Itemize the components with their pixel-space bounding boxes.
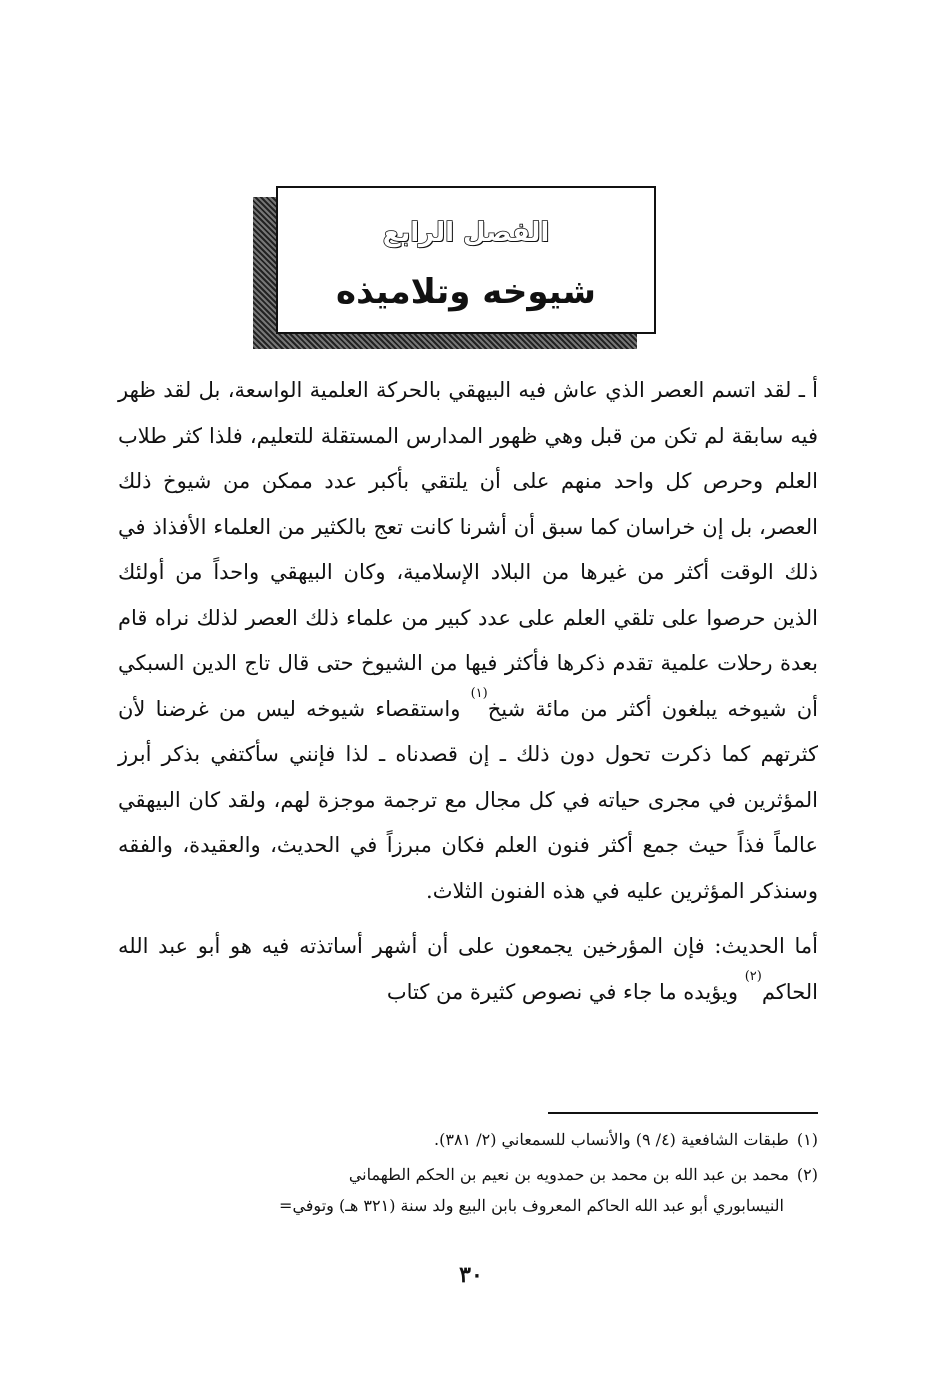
footnote-1-number: (١) bbox=[796, 1130, 818, 1149]
chapter-title: شيوخه وتلاميذه bbox=[336, 272, 596, 312]
footnote-2-continuation: النيسابوري أبو عبد الله الحاكم المعروف بابن البيع ولد سنة (٣٢١ هـ) وتوفي= bbox=[279, 1196, 784, 1215]
footnote-2-number: (٢) bbox=[796, 1165, 818, 1184]
chapter-title-box bbox=[276, 186, 656, 334]
page-number: ٣٠ bbox=[459, 1262, 483, 1288]
body-text bbox=[118, 368, 818, 1015]
footnote-1 bbox=[118, 1124, 818, 1155]
paragraph-2-text: أما الحديث: فإن المؤرخين يجمعون على أن أشهر أساتذته فيه هو أبو عبد الله الحاكم bbox=[118, 934, 818, 1004]
footnote-ref-1: (١) bbox=[470, 685, 488, 701]
footnote-2-text: محمد بن عبد الله بن محمد بن حمدويه بن نعيم بن الحكم الطهماني bbox=[348, 1165, 789, 1184]
paragraph-1-text-cont: واستقصاء شيوخه ليس من غرضنا لأن كثرتهم كما ذكرت تحول دون ذلك ـ إن قصدناه ـ لذا فإنني سأكتفي بذكر أبرز المؤثرين في مجرى حياته في كل مجال مع ترجمة موجزة لهم، ولقد كان البيهقي عالماً فذاً حيث جمع أكثر فنون العلم فكان مبرزاً في الحديث، والعقيدة، والفقه وسنذكر المؤثرين عليه في هذه الفنون الثلاث. bbox=[118, 696, 818, 903]
footnote-2 bbox=[118, 1159, 818, 1221]
paragraph-1-text: أ ـ لقد اتسم العصر الذي عاش فيه البيهقي بالحركة العلمية الواسعة، بل لقد ظهر فيه سابقة لم تكن من قبل وهي ظهور المدارس المستقلة للتعليم، فلذا كثر طلاب العلم وحرص كل واحد منهم على أن يلتقي بأكبر عدد ممكن من شيوخ ذلك العصر، بل إن خراسان كما سبق أن أشرنا كانت تعج بالكثير من العلماء الأفذاذ في ذلك الوقت أكثر من غيرها من البلاد الإسلامية، وكان البيهقي واحداً من أولئك الذين حرصوا على تلقي العلم على عدد كبير من علماء ذلك العصر لذلك نراه قام بعدة رحلات علمية تقدم ذكرها فأكثر فيها من الشيوخ حتى قال تاج الدين السبكي أن شيوخه يبلغون أكثر من مائة شيخ bbox=[118, 378, 818, 721]
paragraph-1 bbox=[118, 368, 818, 914]
paragraph-2-text-cont: ويؤيده ما جاء في نصوص كثيرة من كتاب bbox=[386, 979, 745, 1004]
footnote-ref-2: (٢) bbox=[744, 968, 762, 984]
footnote-1-text: طبقات الشافعية (٤/ ٩) والأنساب للسمعاني (٢/ ٣٨١). bbox=[434, 1130, 789, 1149]
paragraph-2 bbox=[118, 924, 818, 1015]
footnotes bbox=[118, 1124, 818, 1221]
chapter-number: الفصل الرابع bbox=[382, 218, 550, 248]
footnote-divider bbox=[548, 1112, 818, 1114]
